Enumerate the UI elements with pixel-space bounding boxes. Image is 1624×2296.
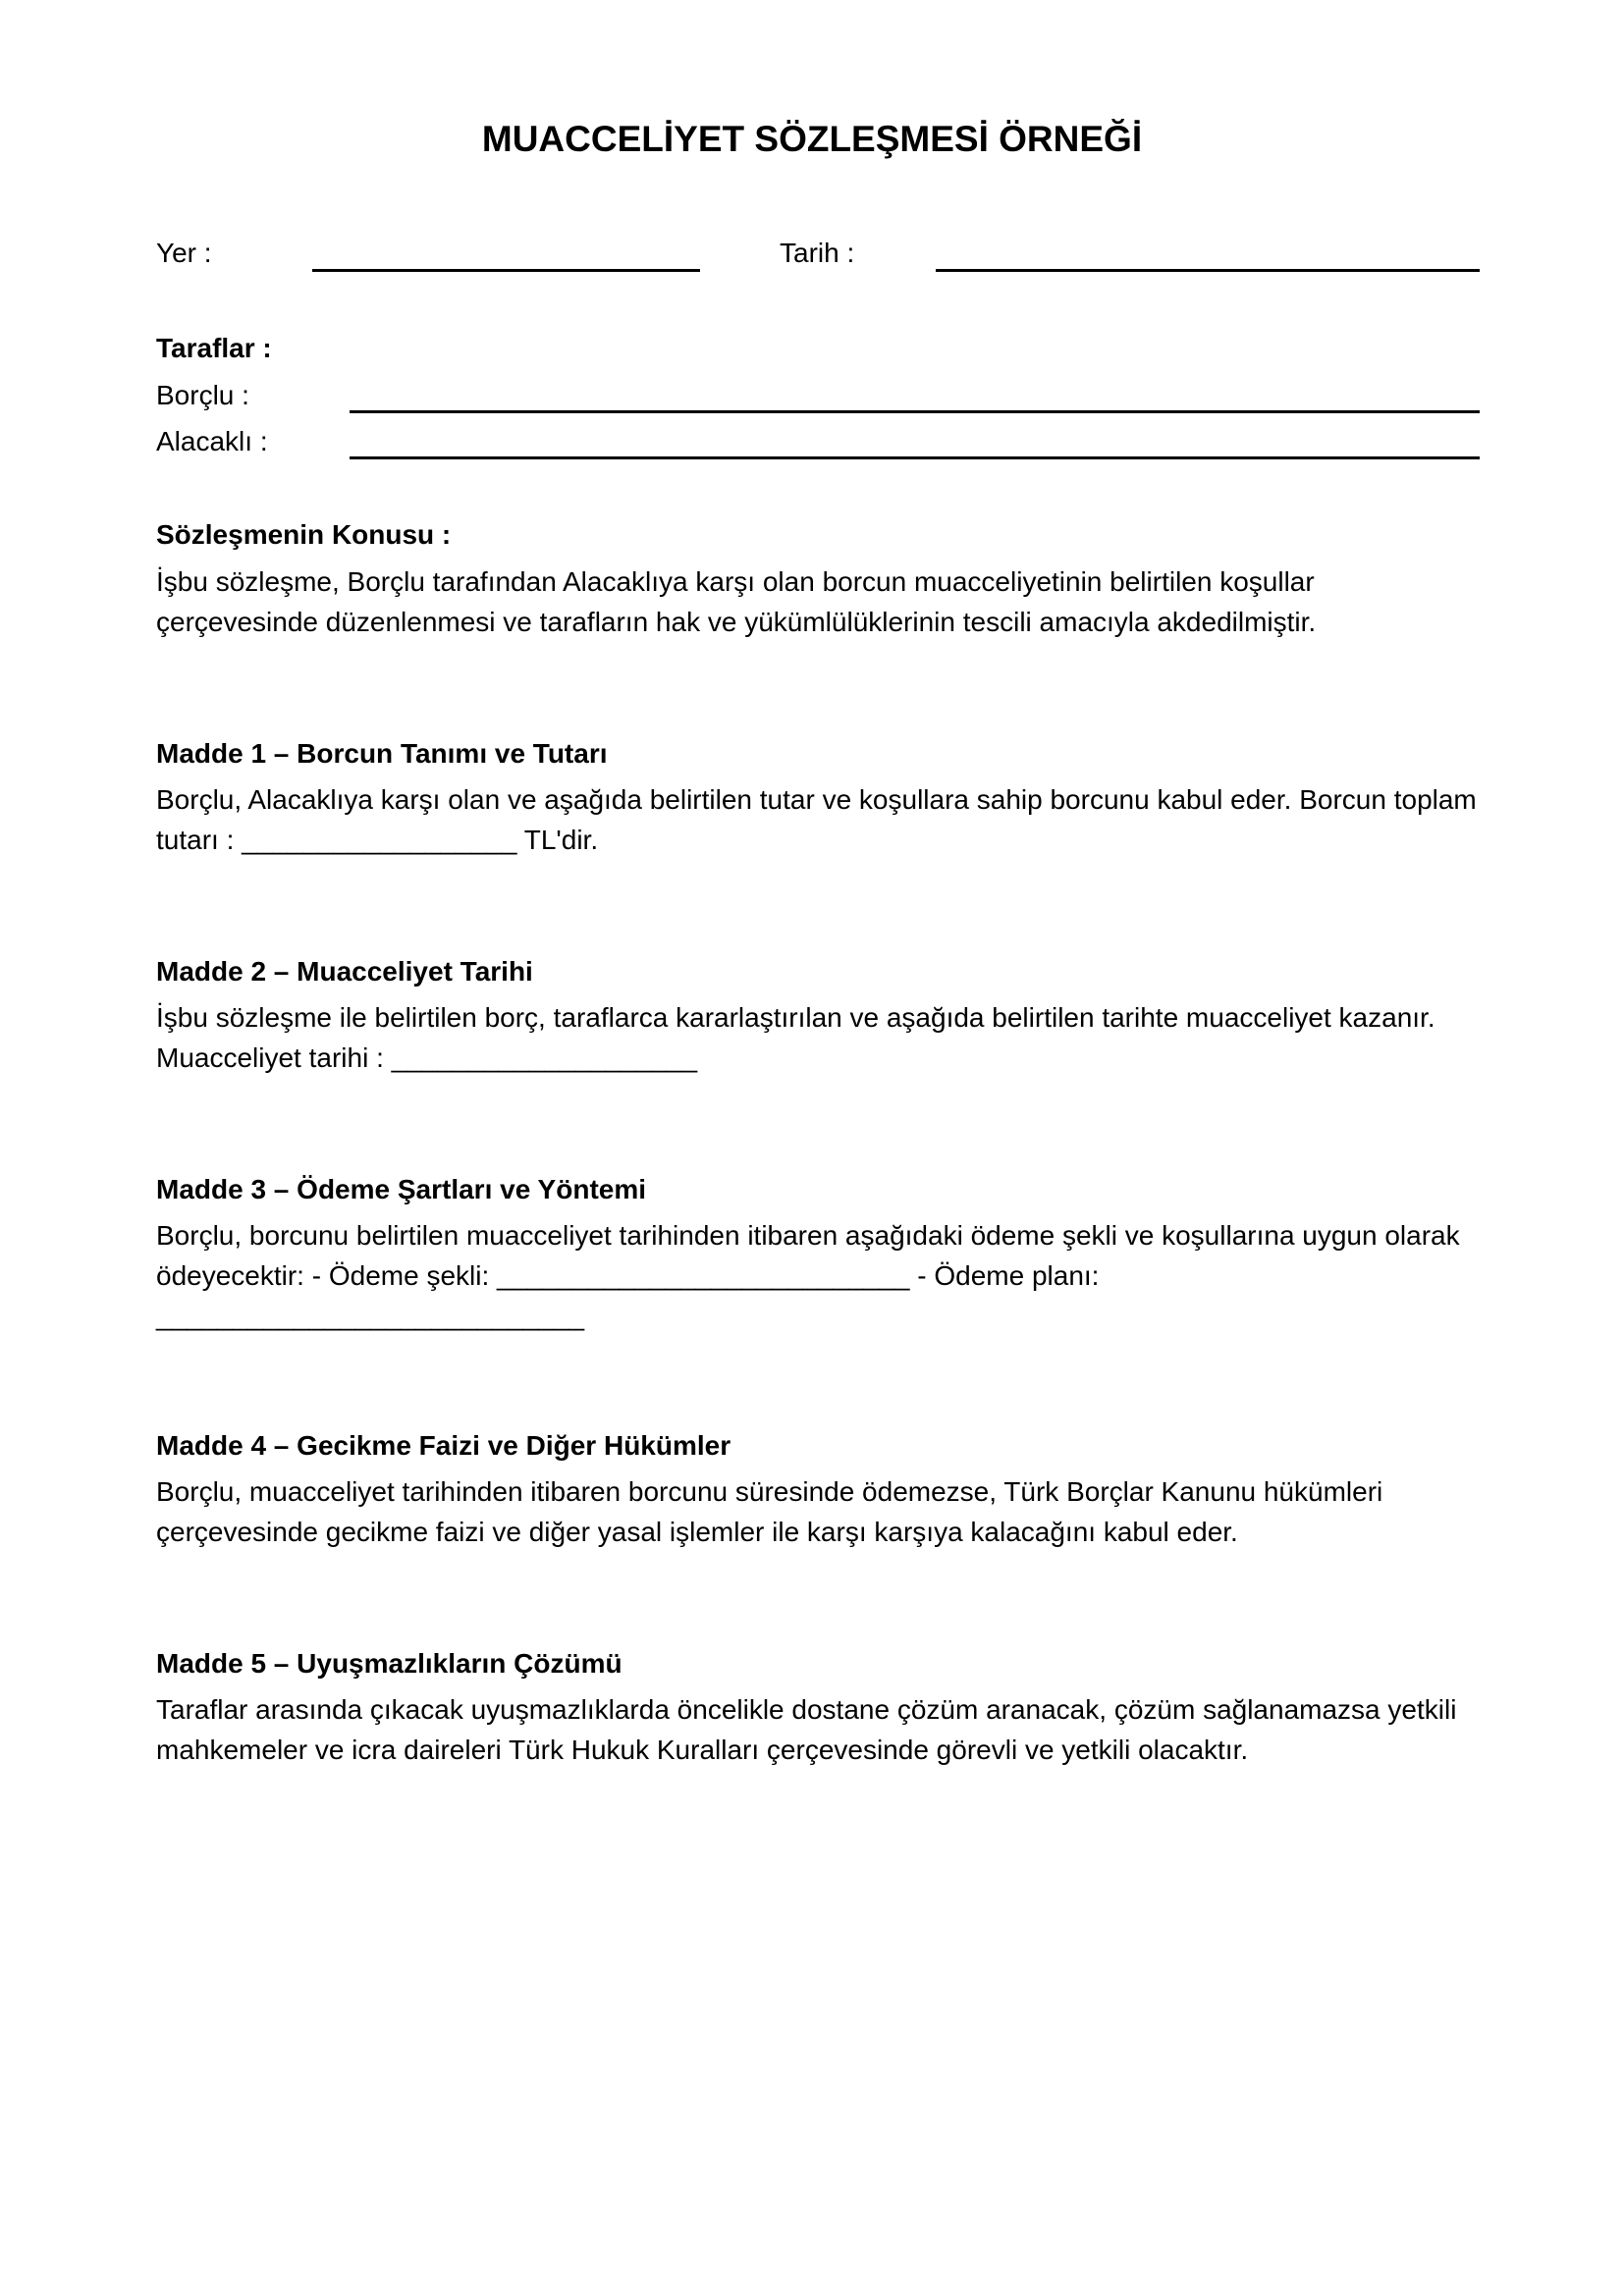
article-3-heading: Madde 3 – Ödeme Şartları ve Yöntemi	[156, 1174, 647, 1204]
debtor-label: Borçlu :	[156, 380, 249, 410]
article-4-heading: Madde 4 – Gecikme Faizi ve Diğer Hükümler	[156, 1430, 731, 1461]
article-2-text: İşbu sözleşme ile belirtilen borç, taraflarca kararlaştırılan ve aşağıda belirtilen tarihte muacceliyet kazanır. Muacceliyet tarihi : ____________________	[156, 1002, 1435, 1073]
article-1-text: Borçlu, Alacaklıya karşı olan ve aşağıda belirtilen tutar ve koşullara sahip borcunu kabul eder. Borcun toplam tutarı : __________________ TL'dir.	[156, 784, 1477, 855]
debtor-field-line[interactable]	[350, 410, 1480, 413]
article-5-text: Taraflar arasında çıkacak uyuşmazlıklarda öncelikle dostane çözüm aranacak, çözüm sağlanamazsa yetkili mahkemeler ve icra daireleri Türk Hukuk Kuralları çerçevesinde görevli ve yetkili olacaktır.	[156, 1694, 1457, 1765]
document-title: MUACCELİYET SÖZLEŞMESİ ÖRNEĞİ	[481, 119, 1143, 159]
article-4-text: Borçlu, muacceliyet tarihinden itibaren borcunu süresinde ödemezse, Türk Borçlar Kanunu hükümleri çerçevesinde gecikme faizi ve diğer yasal işlemler ile karşı karşıya kalacağını kabul eder.	[156, 1476, 1383, 1547]
creditor-label: Alacaklı :	[156, 426, 268, 456]
place-label: Yer :	[156, 238, 212, 268]
date-label: Tarih :	[780, 238, 855, 268]
article-5-heading: Madde 5 – Uyuşmazlıkların Çözümü	[156, 1648, 623, 1679]
article-1-heading: Madde 1 – Borcun Tanımı ve Tutarı	[156, 738, 608, 769]
parties-heading: Taraflar :	[156, 333, 272, 363]
creditor-field-line[interactable]	[350, 456, 1480, 459]
place-field-line[interactable]	[312, 269, 700, 272]
article-3-text: Borçlu, borcunu belirtilen muacceliyet tarihinden itibaren aşağıdaki ödeme şekli ve koşullarına uygun olarak ödeyecektir: - Ödeme şekli: ___________________________ - Ödeme planı: ____________________________	[156, 1220, 1460, 1331]
subject-text: İşbu sözleşme, Borçlu tarafından Alacaklıya karşı olan borcun muacceliyetinin belirtilen koşullar çerçevesinde düzenlenmesi ve tarafların hak ve yükümlülüklerinin tescili amacıyla akdedilmiştir.	[156, 566, 1317, 637]
article-2-heading: Madde 2 – Muacceliyet Tarihi	[156, 956, 533, 987]
subject-heading: Sözleşmenin Konusu :	[156, 519, 452, 550]
date-field-line[interactable]	[936, 269, 1480, 272]
